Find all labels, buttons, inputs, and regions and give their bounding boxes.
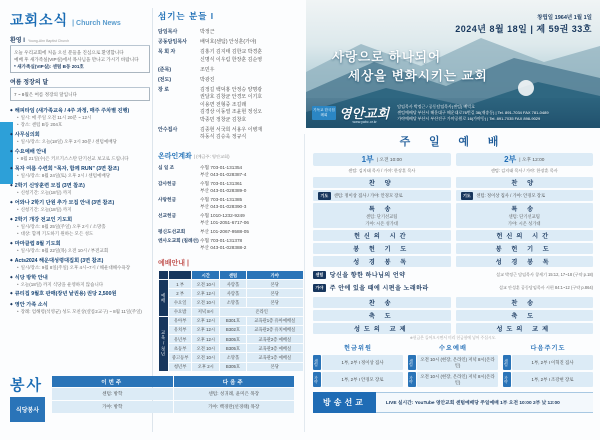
broadcast-live-info: LIVE 실시간: YouTube 영안교회 센텀예배당 주일예배 1부 오전 10:00 2부 낮 12:00 [376, 392, 593, 413]
worship-col-1 [313, 153, 451, 267]
welcome-box [10, 46, 150, 73]
table-row: 수요밤 저녁 8시 온라인 [159, 308, 303, 316]
list-item: ◆ 식당 방학 안내 • 오늘(18일) 까지 식당을 운영하지 않습니다 [10, 275, 150, 289]
order-row-fellowship: 성도의 교제 [313, 323, 451, 334]
order-row-scripture: 성 경 봉 독 [313, 256, 451, 267]
staff-row: (전도) 박광진 [158, 76, 215, 83]
church-logo: 영안교회 [339, 105, 390, 121]
account-row: 감사헌금 수협 703-01-131361 부산 043-01-028389-0 [158, 180, 247, 193]
list-item: ◆ 마마클럽 8월 기도회 • 일시/장소: 8월 22일(목) 오전 10시 / 부전교회 [10, 241, 150, 255]
table-row: 가야 오전 10시 (현장, 온라인) 저녁 8시(온라인) [408, 372, 498, 387]
servants-title: 섬기는 분들 l [158, 11, 215, 21]
order-row-benediction: 축 도 [456, 310, 594, 321]
sermon-row-gaya: 가야 주 안에 있을 때에 시편을 노래하라 설교 안성훈 공동담임목사 시편 84:1~12 (구약 p.864) [313, 282, 593, 293]
list-item: ◆ 영안 가족 소식 • 장례: 엄해령(석영균) 성도 모친상(샬롬2교구) ~ 8월 11일(주일) [10, 302, 150, 316]
table-row: 가야 1부, 2부 I 안경모 장로 [313, 372, 403, 387]
list-item: ◆ 사무심의회 • 일시/장소: 오늘(18일) 오후 2시 30분 / 센텀예배당 [10, 132, 150, 146]
online-accounts-section [158, 151, 304, 252]
worship-group-label: 교육/청년 [159, 317, 168, 371]
staff-row: 담임목사 박정근 [158, 29, 215, 35]
worship-info-title: 예배안내 | [158, 260, 189, 268]
masthead-banner [306, 0, 600, 128]
worship-group-label: 예배 [159, 280, 168, 316]
list-item: ◆ 큐티집 9월호 판매(장년 낱권용) 권당 2,500원 [10, 291, 150, 298]
table-row: 2 부 오후 12시 사랑홀 본당 [159, 289, 303, 297]
part2-header: 2부 | 오후 12:00 [456, 153, 594, 166]
table-row: 수요일 오전 10시 소망홀 본당 [159, 298, 303, 306]
order-row-praise: 찬 양 [313, 177, 451, 188]
welcome-line: * 새가족실(VIP실): 센텀 B동 201호 [14, 64, 84, 70]
duty-table [313, 343, 593, 387]
service-table [52, 376, 294, 413]
table-row: 가야 1부, 2부 I 조강현 장로 [503, 372, 593, 387]
list-item: ◆ 2학기 신앙훈련 모집 (3면 참조) • 신청기간: 오늘(18일) 까지 [10, 183, 150, 197]
church-news-header [10, 10, 150, 30]
staff-row: 안수집사 김종현 서국희 서용우 이병재 하동식 김승욱 정규식 [158, 126, 263, 140]
part1-header: 1부 | 오전 10:00 [313, 153, 451, 166]
table-row: 유년부 오후 12시 B305호 교육관2층 예배실 [159, 335, 303, 343]
service-title: 봉사 [10, 377, 43, 394]
staff-row: 목 회 자 김홍기 김지태 김한교 박경훈 신명식 이우림 한장훈 김순영 [158, 49, 263, 63]
list-item: ◆ 목자 여름 수련회 “목자, 함께 RUN” (3면 참조) • 일시/장소: 8월 24일(토) 오후 2시 / 센텀예배당 [10, 166, 150, 180]
broadcast-footer [313, 392, 593, 413]
table-row: 교육/청년 유아부 오후 12시 B301호 교육관1층 유아예배실 [159, 317, 303, 325]
presider-line: 센텀: 김지태 목사 / 가야: 한장훈 목사 [490, 168, 558, 173]
worship-info-section [158, 258, 304, 372]
duty-wednesday-worship: 수요예배 센텀 오전 10시 (현장, 온라인) 저녁 8시(온라인) 가야 오전 10시 (현장, 온라인) 저녁 8시(온라인) [408, 343, 498, 387]
church-news-title-en: | Church News [72, 20, 121, 27]
broadcast-label: 방송선교 [313, 392, 376, 413]
table-row: 예배 1 부 오전 10시 사랑홀 본당 [159, 280, 303, 288]
service-col-this-week: 이번주 [52, 376, 173, 387]
worship-order-columns-tail [313, 297, 593, 334]
table-row: 센텀: 방학 [52, 388, 173, 400]
staff-row: (준목) 조민우 [158, 66, 215, 73]
service-col-next-week: 다음주 [174, 376, 295, 387]
church-slogan: 사랑으로 하나되어 세상을 변화시키는 교회 [332, 50, 488, 83]
account-row: 십 일 조 수협 703-01-131354 부산 043-01-028387-4 [158, 164, 247, 177]
right-panel [306, 0, 600, 440]
column-divider-right [304, 134, 305, 432]
list-item: ◆ Acts2024 해운대성령대집회 (3면 참조) • 일시/장소: 9월 8일(주일) 오후 4시~7시 / 해운대해수욕장 [10, 258, 150, 272]
table-row: 가야: 방학 [52, 401, 173, 413]
order-row-hymn: 찬 송 [313, 297, 451, 308]
list-item: ◆ 해피타임 (새가족교육 / 4주 과정, 매주 주차별 진행) • 일시: 매 주일 오전 11시 20분 ~ 12시 • 장소: 센텀 B동 204호 [10, 108, 150, 129]
welcome-line: 오늘 우리교회에 처음 오신 분들을 진심으로 환영합니다 [14, 50, 124, 55]
order-row-special-song: 특 송 센텀: 단기선교팀 가야: 시온 성가대 [313, 203, 451, 228]
table-row: 청년부 오후 2시 B305호 본당 [159, 363, 303, 371]
order-row-hymn: 찬 송 [456, 297, 594, 308]
order-row-dedication: 헌신의 시간 [313, 230, 451, 241]
order-row-benediction: 축 도 [313, 310, 451, 321]
service-row-label: 식당봉사 [10, 397, 45, 422]
founded-date: 창립일 1964년 1월 1일 [537, 15, 592, 21]
order-row-scripture: 성 경 봉 독 [456, 256, 594, 267]
table-row: 유치부 오후 12시 B302호 교육관2층 유치예배실 [159, 326, 303, 334]
order-row-special-song: 특 송 센텀: 단기선교팀 가야: 시온 성가대 [456, 203, 594, 228]
table-row: 가야: 백경란(선경태) 목장 [174, 401, 295, 413]
list-item: ◆ 2학기 개강 전교인 기도회 • 일시/장소: 8월 25일(주일) 오후 2시 / 소망홀 • 대상: 함께 기도하기 원하는 모든 성도 [10, 217, 150, 238]
sermon-row-centum: 센텀 당신을 향한 하나님의 언약 설교 박정근 담임목사 창세기 15:12, 17~18 (구약 p.18) [313, 269, 593, 280]
summer-box [10, 88, 150, 101]
order-row-prayer: 기도 센텀: 정이상 집사 / 가야: 안경모 장로 [456, 190, 594, 201]
account-row: 사랑헌금 수협 703-01-131385 부산 043-01-028390-3 [158, 196, 247, 209]
church-news-section [10, 10, 150, 319]
table-row: 센텀 1부, 2부 I 정이상 집사 [313, 355, 403, 370]
duty-next-week-prayer: 다음주기도 센텀 1부, 2부 I 이혁진 집사 가야 1부, 2부 I 조강현 장로 [503, 343, 593, 387]
denomination-badge: 기독교 한국침례회 [312, 106, 336, 119]
order-row-dedication: 헌신의 시간 [456, 230, 594, 241]
sermon-block [313, 269, 593, 293]
worship-info-table: 시간 센텀 가야 예배 1 부 오전 10시 사랑홀 본당 2 부 오후 12시 사랑홀 본당 수요일 오전 10시 소망홀 본당 수요밤 저녁 8시 온라인 교육/청년 유아부 오후 12시 B301호 교육관1층 유아예배실 유치부 오후 12시 B302호 교육관2층 유치예배실 유년부 오후 12시 B305호 교육관2층 예배실 초등부 오전 10시 B305호 교육관3층 예배실 중고등부 오전 10시 소망홀 교육관1층 예배실 청년부 오후 2시 B305호 본당 [158, 270, 304, 372]
table-row: 초등부 오전 10시 B305호 교육관3층 예배실 [159, 344, 303, 352]
duty-offering-committee: 헌금위원 센텀 1부, 2부 I 정이상 집사 가야 1부, 2부 I 안경모 장로 [313, 343, 403, 387]
church-url: www.yabc.or.kr [352, 119, 377, 124]
issue-date: 2024년 8월 18일 | 제 59권 33호 [455, 24, 592, 34]
summer-line: 7 ~ 8월은 여름 정장의 달입니다 [14, 92, 77, 98]
masthead-logo-strip [306, 98, 600, 128]
table-row: 센텀: 성귀례, 윤미은 목장 [174, 388, 295, 400]
column-divider-left [152, 8, 153, 432]
table-row: 중고등부 오전 10시 소망홀 교육관1층 예배실 [159, 353, 303, 361]
announcement-list [10, 108, 150, 315]
table-row: 센텀 오전 10시 (현장, 온라인) 저녁 8시(온라인) [408, 355, 498, 370]
order-row-offering-prayer: 봉 헌 기 도 [456, 243, 594, 254]
welcome-line: 예배 후 새가족실(VIP실)에서 목사님을 만나고 가시기 바랍니다 [14, 57, 139, 63]
welcome-label: 환영 l Young-Ahn Baptist Church [10, 35, 150, 46]
worship-col-2 [456, 153, 594, 267]
moon-icon [518, 80, 534, 96]
servants-section [158, 10, 304, 372]
church-news-title: 교회소식 [10, 12, 69, 28]
order-row-praise: 찬 양 [456, 177, 594, 188]
order-row-prayer: 기도 센텀: 정이상 집사 / 가야: 안경모 장로 [313, 190, 451, 201]
summer-label: 여름 정장의 달 [10, 77, 150, 88]
account-row: 선교헌금 수협 1010-1232-9249 부산 101-2051-6717-06 [158, 212, 249, 225]
worship-order-columns [313, 153, 593, 267]
staff-row: 공동담임목사 배덕호(센텀) 안성훈(가야) [158, 39, 257, 45]
online-accounts-header: 온라인계좌 | (예금주: 영안교회) [158, 152, 230, 160]
account-row: 엔사오교회 (침례선) 수협 703-01-131378 부산 043-01-028388-2 [158, 237, 247, 250]
list-item: ◆ 어와나 2학기 단원 추가 모집 안내 (3면 참조) • 신청기간: 오늘(18일) 까지 [10, 200, 150, 214]
order-row-fellowship: 성도의 교제 [456, 323, 594, 334]
account-row: 평신도선교회 부산 101-2067-9588-05 [158, 228, 249, 234]
offering-note: ※헌금은 들어오시면서 미리 헌금함에 넣어 주십시오. [409, 336, 497, 340]
presider-line: 센텀: 김지태 목사 / 가야: 한장훈 목사 [348, 168, 416, 173]
masthead-contact-info: 담임목사 박정근 / 공동담임목사(센텀) 배덕호 센텀예배당 부산시 해운대구 해운대로76번길 36(재송동) | Tel. 891-7034 FAX 781-0489 가야예배당 부산시 부산진구 가야공원로 16(가야동) | Tel. 891-7035 FAX 898-9029 [397, 104, 549, 121]
order-row-offering-prayer: 봉 헌 기 도 [313, 243, 451, 254]
staff-row: 장 로 김정길 백덕홍 안정승 양명광 권달호 김창균 안경모 이기호 이용면 전형중 조길래 김경상 이동열 조윤현 정성오 박종민 정창균 김창호 [158, 86, 263, 123]
table-row: 센텀 1부, 2부 I 이혁진 집사 [503, 355, 593, 370]
list-item: ◆ 수요예배 안내 • 8월 21일(수)은 키르기스스탄 단기선교 보고로 드립니다 [10, 149, 150, 163]
sunday-worship-title: 주 일 예 배 [399, 136, 507, 148]
